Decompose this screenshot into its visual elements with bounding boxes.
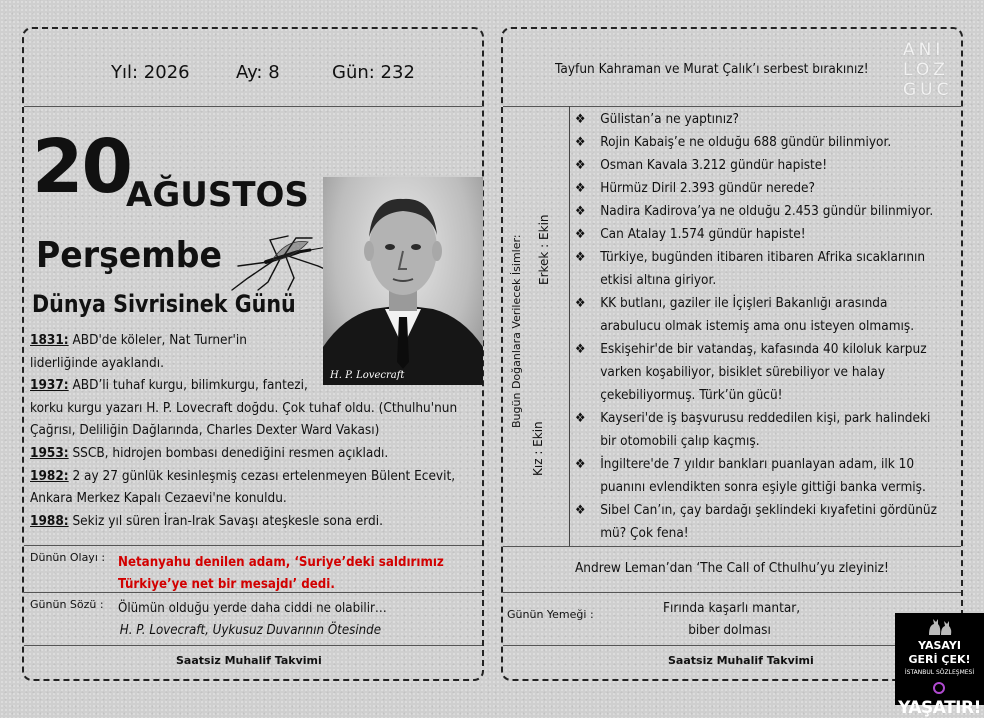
event-item <box>30 466 456 511</box>
event-text: SSCB, hidrojen bombası denediğini resmen açıkladı. <box>68 445 389 461</box>
list-item: ❖ Eskişehir'de bir vatandaş, kafasında 40 kiloluk karpuz varken koşabiliyor, bisiklet sürebiliyor ve halay çekebiliyormuş. Türk’ün gücü! <box>575 338 917 407</box>
list-item: ❖ Osman Kavala 3.212 gündür hapiste! <box>575 154 917 177</box>
list-item: ❖ Kayseri'de iş başvurusu reddedilen kişi, park halindeki bir otomobili çalıp kaçmış. <box>575 407 917 453</box>
cats-icon <box>925 615 955 635</box>
diamond-bullet-icon: ❖ <box>575 135 586 150</box>
divider <box>503 592 961 593</box>
month-label: Ay: 8 <box>236 62 280 83</box>
historical-events <box>30 330 458 533</box>
news-list <box>575 108 937 545</box>
list-item: ❖ Nadira Kadirova’ya ne olduğu 2.453 gündür bilinmiyor. <box>575 200 917 223</box>
divider <box>503 106 961 107</box>
soz-text <box>118 597 387 641</box>
ani-loz-guc-logo: ANI LOZ GUC <box>903 40 953 100</box>
event-year: 1953: <box>30 445 69 461</box>
list-item: ❖ Sibel Can’ın, çay bardağı şeklindeki kıyafetini gördünüz mü? Çok fena! <box>575 499 917 545</box>
event-item <box>30 511 442 534</box>
list-item: ❖ Can Atalay 1.574 gündür hapiste! <box>575 223 917 246</box>
diamond-bullet-icon: ❖ <box>575 457 586 472</box>
right-headline: Tayfun Kahraman ve Murat Çalık’ı serbest bırakınız! <box>555 61 869 77</box>
event-text: ABD'de köleler, Nat Turner'in <box>68 333 247 348</box>
olay-text <box>118 551 444 595</box>
divider <box>24 106 482 107</box>
special-day-title: Dünya Sivrisinek Günü <box>32 290 296 318</box>
list-item: ❖ Rojin Kabaiş’e ne olduğu 688 gündür bilinmiyor. <box>575 131 917 154</box>
diamond-bullet-icon: ❖ <box>575 158 586 173</box>
event-text: Sekiz yıl süren İran-Irak Savaşı ateşkesle sona erdi. <box>68 513 383 529</box>
list-item: ❖ Türkiye, bugünden itibaren itibaren Afrika sıcaklarının etkisi altına giriyor. <box>575 246 917 292</box>
weekday: Perşembe <box>36 235 222 276</box>
soz-label: Günün Sözü : <box>30 598 104 611</box>
divider <box>503 645 961 646</box>
badge-yasatir: YAŞATIR! <box>895 678 984 718</box>
event-text: Ankara Merkez Kapalı Cezaevi'ne konuldu. <box>30 491 287 507</box>
diamond-bullet-icon: ❖ <box>575 296 586 311</box>
female-symbol-icon <box>933 682 945 694</box>
day-of-year-label: Gün: 232 <box>332 62 415 83</box>
diamond-bullet-icon: ❖ <box>575 204 586 219</box>
month-name: AĞUSTOS <box>126 175 309 215</box>
divider <box>503 546 961 547</box>
badge-line: GERİ ÇEK! <box>908 653 971 666</box>
divider <box>24 545 482 546</box>
soz-author: H. P. Lovecraft, Uykusuz Duvarının Ötesinde <box>119 622 382 638</box>
event-text: ABD’li tuhaf kurgu, bilimkurgu, fantezi, <box>68 378 308 394</box>
diamond-bullet-icon: ❖ <box>575 250 586 265</box>
photo-caption: H. P. Lovecraft <box>330 370 405 381</box>
film-recommendation: Andrew Leman’dan ‘The Call of Cthulhu’yu zleyiniz! <box>575 560 889 576</box>
diamond-bullet-icon: ❖ <box>575 227 586 242</box>
olay-label: Dünün Olayı : <box>30 551 106 564</box>
names-title: Bugün Doğanlara Verilecek İsimler: <box>510 234 523 428</box>
divider <box>569 106 570 546</box>
event-text: liderliğinde ayaklandı. <box>30 355 164 371</box>
olay-line: Türkiye’ye net bir mesajdı’ dedi. <box>118 576 335 592</box>
event-year: 1831: <box>30 333 69 348</box>
list-item: ❖ Hürmüz Diril 2.393 gündür nerede? <box>575 177 917 200</box>
footer-left: Saatsiz Muhalif Takvimi <box>176 654 322 667</box>
diamond-bullet-icon: ❖ <box>575 342 586 357</box>
event-year: 1937: <box>30 378 69 394</box>
year-label: Yıl: 2026 <box>111 62 190 83</box>
divider <box>24 645 482 646</box>
diamond-bullet-icon: ❖ <box>575 503 586 518</box>
mosquito-icon <box>228 232 338 292</box>
event-text: 2 ay 27 günlük kesinleşmiş cezası ertelenmeyen Bülent Ecevit, <box>68 468 456 484</box>
day-number: 20 <box>32 124 131 210</box>
event-text: korku kurgu yazarı H. P. Lovecraft doğdu. Çok tuhaf oldu. (Cthulhu'nun <box>30 400 458 416</box>
soz-quote: Ölümün olduğu yerde daha ciddi ne olabilir… <box>118 600 387 616</box>
list-item: ❖ İngiltere'de 7 yıldır bankları puanlayan adam, ilk 10 puanını evlendikten sonra eşiyle gittiği banka vermiş. <box>575 453 917 499</box>
diamond-bullet-icon: ❖ <box>575 112 586 127</box>
event-item <box>30 443 442 466</box>
yemek-text: Fırında kaşarlı mantar, biber dolması <box>663 600 801 638</box>
event-text: Çağrısı, Deliliğin Dağlarında, Charles Dexter Ward Vakası) <box>30 423 380 439</box>
list-item: ❖ KK butlanı, gaziler ile İçişleri Bakanlığı arasında arabulucu olmak istemiş ama onu isteyen olmamış. <box>575 292 917 338</box>
male-name: Erkek : Ekin <box>537 214 551 285</box>
event-year: 1988: <box>30 513 69 529</box>
event-year: 1982: <box>30 468 69 484</box>
list-item: ❖ Gülistan’a ne yaptınız? <box>575 108 917 131</box>
diamond-bullet-icon: ❖ <box>575 411 586 426</box>
event-item <box>30 330 442 375</box>
istanbul-convention-badge <box>895 613 984 718</box>
footer-right: Saatsiz Muhalif Takvimi <box>668 654 814 667</box>
badge-line: İSTANBUL SÖZLEŞMESİ <box>904 669 975 676</box>
event-item <box>30 375 458 443</box>
diamond-bullet-icon: ❖ <box>575 181 586 196</box>
yemek-label: Günün Yemeği : <box>507 608 594 621</box>
female-name: Kız : Ekin <box>531 421 545 476</box>
badge-line: YASAYI <box>918 639 961 652</box>
olay-line: Netanyahu denilen adam, ‘Suriye’deki saldırımız <box>118 554 444 570</box>
